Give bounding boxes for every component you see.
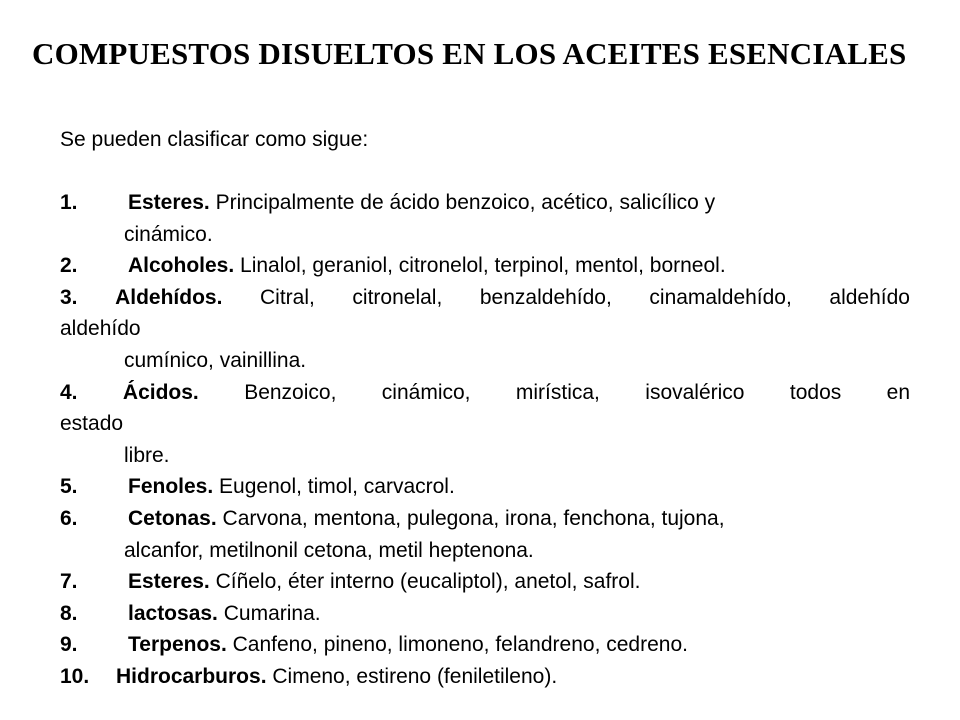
list-item: [60, 377, 910, 409]
item-text: Eugenol, timol, carvacrol.: [213, 475, 455, 499]
item-label: Ácidos.: [122, 380, 199, 404]
item-text: Principalmente de ácido benzoico, acético, salicílico y: [209, 191, 716, 214]
list-item: [60, 282, 910, 314]
list-item: [60, 250, 910, 282]
item-text: Canfeno, pineno, limoneno, felandreno, cedreno.: [226, 633, 688, 657]
item-text: Benzoico, cinámico, mirística, isovalérico todos en: [244, 380, 911, 404]
intro-text: Se pueden clasificar como sigue:: [60, 128, 369, 151]
item-label: Esteres.: [128, 570, 210, 594]
item-number: 10.: [60, 664, 90, 688]
item-continuation: cinámico.: [124, 222, 213, 246]
item-label: Hidrocarburos.: [116, 664, 267, 688]
item-text: Cumarina.: [217, 601, 321, 625]
list-item: [60, 471, 910, 503]
item-number: 7.: [60, 570, 78, 594]
item-label: Aldehídos.: [115, 285, 223, 309]
item-number: 5.: [60, 475, 78, 499]
item-label: Terpenos.: [128, 633, 227, 657]
item-wrap: aldehído: [60, 317, 141, 341]
item-text: Cimeno, estireno (feniletileno).: [266, 664, 558, 688]
item-label: Fenoles.: [128, 475, 214, 499]
item-text: Cíñelo, éter interno (eucaliptol), anetol, safrol.: [209, 570, 641, 594]
item-text: Carvona, mentona, pulegona, irona, fenchona, tujona,: [216, 506, 725, 530]
list-item: [60, 566, 910, 598]
item-continuation: alcanfor, metilnonil cetona, metil heptenona.: [124, 538, 534, 562]
item-number: 8.: [60, 601, 78, 625]
item-number: 2.: [60, 254, 78, 278]
list-item: [60, 661, 910, 693]
item-label: Esteres.: [128, 191, 210, 214]
item-number: 4.: [60, 380, 78, 404]
item-number: 1.: [60, 191, 78, 214]
slide-title: COMPUESTOS DISUELTOS EN LOS ACEITES ESENCIALES: [32, 36, 907, 71]
item-text: Linalol, geraniol, citronelol, terpinol, mentol, borneol.: [234, 254, 726, 278]
item-label: Alcoholes.: [128, 254, 235, 278]
item-label: lactosas.: [128, 601, 218, 625]
item-wrap: estado: [60, 412, 124, 436]
list-item: [60, 598, 910, 630]
list-item: [60, 629, 910, 661]
item-text: Citral, citronelal, benzaldehído, cinamaldehído, aldehído: [260, 285, 910, 309]
item-label: Cetonas.: [128, 506, 217, 530]
item-number: 3.: [60, 285, 78, 309]
list-item: [60, 187, 910, 219]
item-number: 9.: [60, 633, 78, 657]
content-body: [60, 124, 910, 693]
item-continuation: libre.: [124, 443, 170, 467]
item-continuation: cumínico, vainillina.: [124, 348, 307, 372]
list-item: [60, 503, 910, 535]
item-number: 6.: [60, 506, 78, 530]
